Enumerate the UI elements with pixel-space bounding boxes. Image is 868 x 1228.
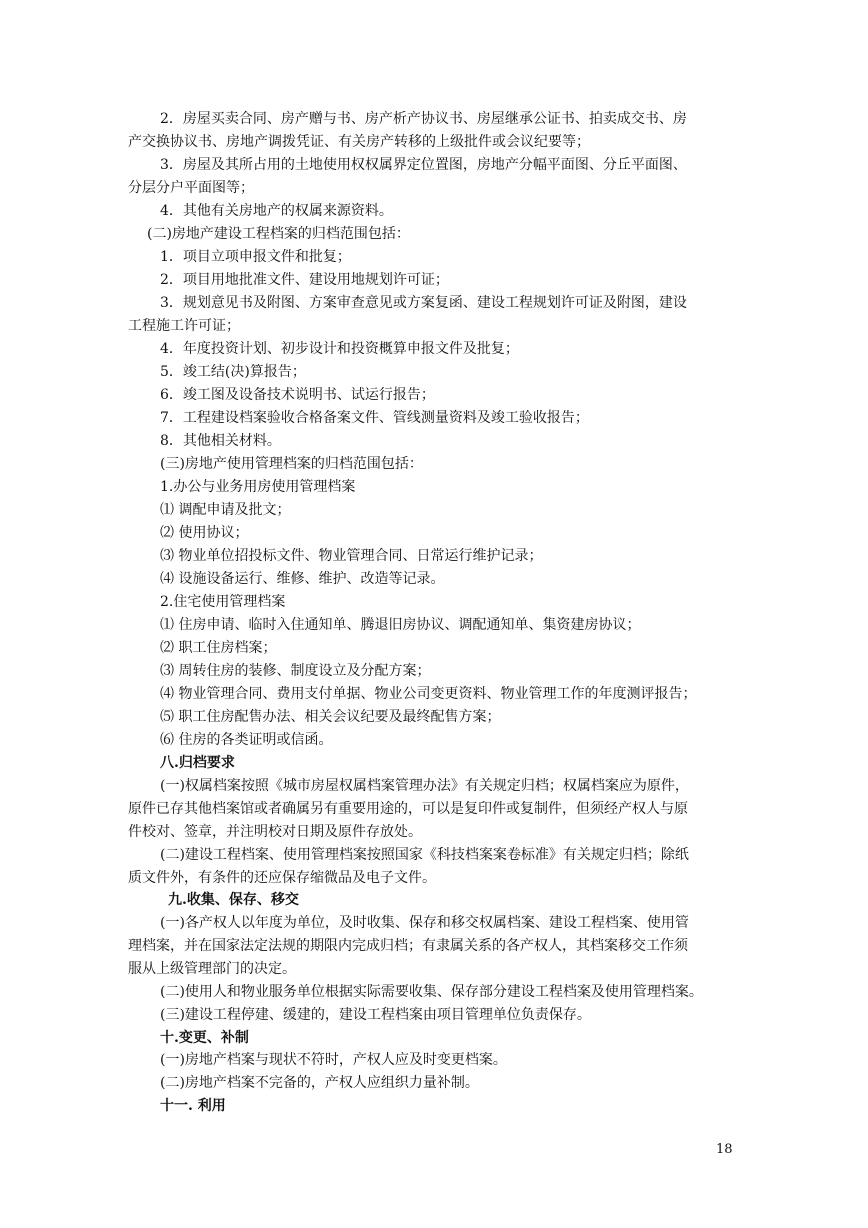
text-line: 1．项目立项申报文件和批复； xyxy=(160,249,351,265)
text-line: ⑶ 周转住房的装修、制度设立及分配方案； xyxy=(160,663,431,679)
text-line: 件校对、签章，并注明校对日期及原件存放处。 xyxy=(128,824,422,840)
text-line: (一)房地产档案与现状不符时，产权人应及时变更档案。 xyxy=(160,1052,507,1068)
text-line: ⑵ 职工住房档案； xyxy=(160,640,277,656)
text-line: 5．竣工结(决)算报告； xyxy=(160,364,306,380)
text-line: 6．竣工图及设备技术说明书、试运行报告； xyxy=(160,387,435,403)
text-line: 分层分户平面图等； xyxy=(128,180,254,196)
text-line: 服从上级管理部门的决定。 xyxy=(128,961,296,977)
text-line: ⑶ 物业单位招投标文件、物业管理合同、日常运行维护记录； xyxy=(160,548,543,564)
text-line: (二)房地产档案不完备的，产权人应组织力量补制。 xyxy=(160,1075,479,1091)
text-line: 理档案，并在国家法定法规的期限内完成归档；有隶属关系的各产权人，其档案移交工作须 xyxy=(128,938,688,954)
section-heading: 九.收集、保存、移交 xyxy=(168,892,299,908)
text-line: 3．规划意见书及附图、方案审查意见或方案复函、建设工程规划许可证及附图，建设 xyxy=(160,295,687,311)
text-line: ⑴ 住房申请、临时入住通知单、腾退旧房协议、调配通知单、集资建房协议； xyxy=(160,617,641,633)
text-line: 4．年度投资计划、初步设计和投资概算申报文件及批复； xyxy=(160,341,519,357)
text-line: 7．工程建设档案验收合格备案文件、管线测量资料及竣工验收报告； xyxy=(160,410,589,426)
text-line: (一)各产权人以年度为单位，及时收集、保存和移交权属档案、建设工程档案、使用管 xyxy=(160,915,689,931)
text-line: 3．房屋及其所占用的土地使用权权属界定位置图，房地产分幅平面图、分丘平面图、 xyxy=(160,157,687,173)
text-line: (二)房地产建设工程档案的归档范围包括： xyxy=(147,226,410,242)
section-heading: 十一. 利用 xyxy=(160,1098,226,1114)
text-line: 8．其他相关材料。 xyxy=(160,433,281,449)
text-line: ⑸ 职工住房配售办法、相关会议纪要及最终配售方案； xyxy=(160,709,501,725)
text-line: 2.住宅使用管理档案 xyxy=(160,594,286,610)
text-line: 2．项目用地批准文件、建设用地规划许可证； xyxy=(160,272,449,288)
text-line: ⑷ 物业管理合同、费用支付单据、物业公司变更资料、物业管理工作的年度测评报告； xyxy=(160,686,697,702)
text-line: 2．房屋买卖合同、房产赠与书、房产析产协议书、房屋继承公证书、拍卖成交书、房 xyxy=(160,111,687,127)
page-number: 18 xyxy=(716,1142,733,1157)
text-line: 4．其他有关房地产的权属来源资料。 xyxy=(160,203,393,219)
text-line: (三)建设工程停建、缓建的，建设工程档案由项目管理单位负责保存。 xyxy=(160,1007,591,1023)
text-line: ⑵ 使用协议； xyxy=(160,525,249,541)
text-line: 原件已存其他档案馆或者确属另有重要用途的，可以是复印件或复制件，但须经产权人与原 xyxy=(128,801,688,817)
text-line: (一)权属档案按照《城市房屋权属档案管理办法》有关规定归档；权属档案应为原件， xyxy=(160,778,689,794)
text-line: 工程施工许可证； xyxy=(128,318,240,334)
text-line: 产交换协议书、房地产调拨凭证、有关房产转移的上级批件或会议纪要等； xyxy=(128,134,590,150)
section-heading: 十.变更、补制 xyxy=(160,1030,249,1046)
text-line: 质文件外，有条件的还应保存缩微品及电子文件。 xyxy=(128,870,436,886)
text-line: ⑷ 设施设备运行、维修、维护、改造等记录。 xyxy=(160,571,445,587)
text-line: (二)建设工程档案、使用管理档案按照国家《科技档案案卷标准》有关规定归档；除纸 xyxy=(160,847,689,863)
section-heading: 八.归档要求 xyxy=(160,755,235,771)
text-line: (二)使用人和物业服务单位根据实际需要收集、保存部分建设工程档案及使用管理档案。 xyxy=(160,984,703,1000)
text-line: ⑹ 住房的各类证明或信函。 xyxy=(160,732,333,748)
text-line: 1.办公与业务用房使用管理档案 xyxy=(160,479,356,495)
text-line: (三)房地产使用管理档案的归档范围包括： xyxy=(160,456,423,472)
text-line: ⑴ 调配申请及批文； xyxy=(160,502,291,518)
